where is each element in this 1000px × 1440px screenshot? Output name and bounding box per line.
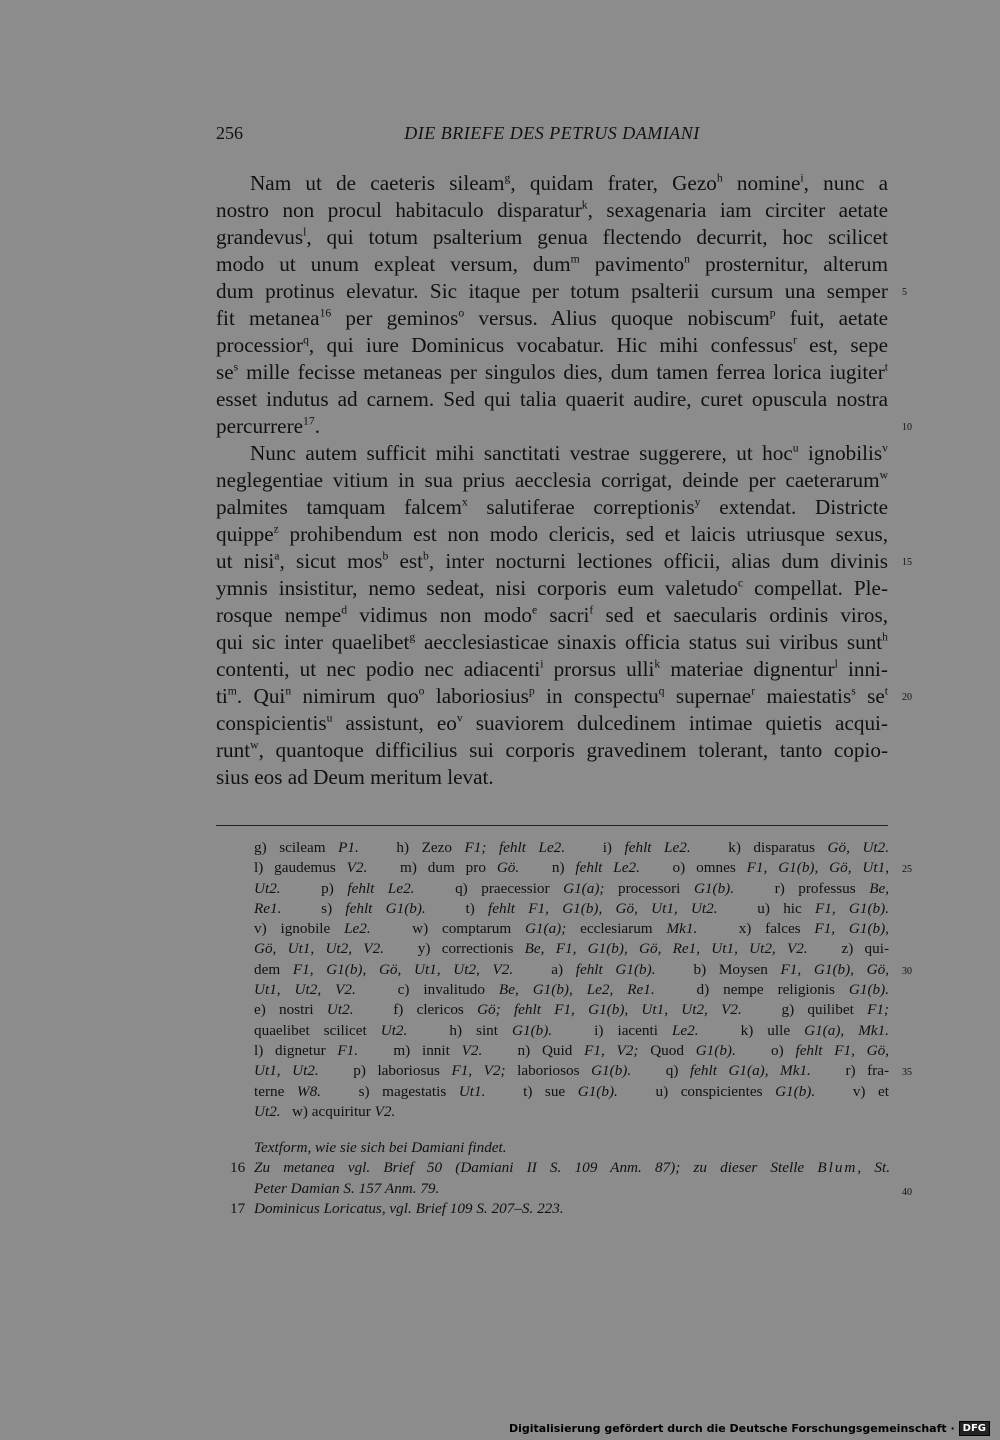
text-line: ut nisi$^a$, sicut mos$^b$ est$^b$, inter nocturni lectiones officii, alias dum divinis (216, 549, 888, 573)
text-line: nostro non procul habitaculo disparatur$^k$, sexagenaria iam circiter aetate (216, 198, 888, 222)
note-intro: Textform, wie sie sich bei Damiani findet. (254, 1139, 507, 1156)
apparatus-line: Re1. s) fehlt G1(b). t) fehlt F1, G1(b), Gö, Ut1, Ut2. u) hic F1, G1(b). (254, 899, 890, 917)
line-number: 10 (902, 422, 912, 433)
line-number-40: 40 (902, 1187, 912, 1198)
dfg-logo: DFG (959, 1421, 990, 1436)
line-number: 30 (902, 965, 912, 977)
text-line: modo ut unum expleat versum, dum$^m$ pavimento$^n$ prosternitur, alterum (216, 252, 888, 276)
note-16 (230, 1158, 890, 1178)
text-line: palmites tamquam falcem$^x$ salutiferae correptionis$^y$ extendat. Districte (216, 495, 888, 519)
footer-text: Digitalisierung gefördert durch die Deutsche Forschungsgemeinschaft · (508, 1422, 955, 1435)
text-line: runt$^w$, quantoque difficilius sui corporis gravedinem tolerant, tanto copio- (216, 738, 888, 762)
apparatus-line: l) gaudemus V2. m) dum pro Gö. n) fehlt Le2. o) omnes F1, G1(b), Gö, Ut1, (254, 859, 890, 877)
line-number: 35 (902, 1067, 912, 1079)
running-title: DIE BRIEFE DES PETRUS DAMIANI (404, 123, 700, 143)
text-line: $ti^m$. Qui$^n$ nimirum quo$^o$ laboriosius$^p$ in conspectu$^q$ supernae$^r$ maiestatis$^s$ $se^t$ (216, 684, 889, 708)
text-line: sius eos ad Deum meritum levat. (216, 765, 494, 789)
text-line: Nunc autem sufficit mihi sanctitati vestrae suggerere, ut hoc$^u$ ignobilis$^v$ (250, 441, 888, 465)
text-line: $se^s$ mille fecisse metaneas per singulos dies, dum tamen ferrea lorica iugiter$^t$ (216, 360, 888, 384)
text-line: Nam ut de caeteris sileam$^g$, quidam frater, Gezo$^h$ nomine$^i$, nunc a (250, 171, 888, 195)
text-line: esset indutus ad carnem. Sed qui talia quaerit audire, curet opuscula nostra (216, 387, 888, 411)
text-line: grandevus$^l$, qui totum psalterium genua flectendo decurrit, hoc scilicet (216, 225, 888, 249)
text-line: processior$^q$, qui iure Dominicus vocabatur. Hic mihi confessus$^r$ est, sepe (216, 333, 888, 357)
apparatus-line: e) nostri Ut2. f) clericos Gö; fehlt F1, G1(b), Ut1, Ut2, V2. g) quilibet F1; (254, 1001, 889, 1019)
apparatus-line: quaelibet scilicet Ut2. h) sint G1(b). i) iacenti Le2. k) ulle G1(a), Mk1. (254, 1021, 889, 1039)
line-number: 5 (902, 287, 907, 298)
apparatus-line: Ut2. w) acquiritur V2. (254, 1102, 396, 1120)
apparatus-line: l) dignetur F1. m) innit V2. n) Quid F1, V2; Quod G1(b). o) fehlt F1, Gö, (254, 1041, 890, 1059)
text-line: fit metanea$^{16}$ per geminos$^o$ versus. Alius quoque nobiscum$^p$ fuit, aetate (216, 306, 888, 330)
text-line: quippe$^z$ prohibendum est non modo clericis, sed et laicis utriusque sexus, (216, 522, 888, 546)
apparatus-line: Gö, Ut1, Ut2, V2. y) correctionis Be, F1, G1(b), Gö, Re1, Ut1, Ut2, V2. z) qui- (254, 940, 889, 958)
note-17-text: Dominicus Loricatus, vgl. Brief 109 S. 207–S. 223. (254, 1199, 564, 1217)
text-line: rosque nempe$^d$ vidimus non modo$^e$ sacri$^f$ sed et saecularis ordinis viros, (216, 603, 888, 627)
apparatus-line: dem F1, G1(b), Gö, Ut1, Ut2, V2. a) fehlt G1(b). b) Moysen F1, G1(b), Gö, (254, 960, 889, 978)
apparatus-line: terne W8. s) magestatis Ut1. t) sue G1(b). u) conspicientes G1(b). v) et (254, 1082, 889, 1100)
text-line: ymnis insistitur, nemo sedeat, nisi corporis eum valetudo$^c$ compellat. Ple- (216, 576, 888, 600)
apparatus-line: g) scileam P1. h) Zezo F1; fehlt Le2. i) fehlt Le2. k) disparatus Gö, Ut2. (254, 839, 890, 856)
commentary-notes (230, 1138, 890, 1219)
apparatus-line: Ut1, Ut2. p) laboriosus F1, V2; laboriosos G1(b). q) fehlt G1(a), Mk1. r) fra- (254, 1062, 889, 1080)
page-header (216, 123, 888, 147)
note-16-text: Zu metanea vgl. Brief 50 (Damiani II S. 109 Anm. 87); zu dieser Stelle Blum, St. (254, 1159, 890, 1177)
text-line: dum protinus elevatur. Sic itaque per totum psalterii cursum una semper (216, 279, 888, 303)
note-16-continuation: Peter Damian S. 157 Anm. 79. (254, 1179, 440, 1197)
text-line: percurrere$^{17}$. (216, 414, 320, 438)
line-number: 15 (902, 557, 912, 568)
line-number: 25 (902, 864, 912, 876)
apparatus-line: Ut1, Ut2, V2. c) invalitudo Be, G1(b), Le2, Re1. d) nempe religionis G1(b). (254, 981, 889, 999)
text-line: qui sic inter quaelibet$^g$ aecclesiasticae sinaxis officia status sui viribus sunt$^h$ (216, 630, 888, 654)
apparatus-line: v) ignobile Le2. w) comptarum G1(a); ecclesiarum Mk1. x) falces F1, G1(b), (254, 920, 889, 938)
note-16-number: 16 (230, 1159, 246, 1177)
apparatus-line: Ut2. p) fehlt Le2. q) praecessior G1(a); processori G1(b). r) professus Be, (254, 879, 890, 897)
line-number: 20 (902, 692, 912, 703)
text-line: conspicientis$^u$ assistunt, $eo^v$ suaviorem dulcedinem intimae quietis acqui- (216, 711, 888, 735)
text-line: contenti, ut nec podio nec adiacenti$^i$ prorsus ulli$^k$ materiae dignentur$^l$ inni- (216, 657, 888, 681)
note-17 (230, 1199, 890, 1219)
note-17-number: 17 (230, 1199, 246, 1217)
main-text (216, 170, 888, 791)
critical-apparatus (254, 838, 889, 1122)
dfg-footer (509, 1421, 990, 1436)
page-number: 256 (216, 123, 243, 143)
text-line: neglegentiae vitium in sua prius aecclesia corrigat, deinde per caeterarum$^w$ (216, 468, 888, 492)
footnote-separator (216, 825, 888, 826)
